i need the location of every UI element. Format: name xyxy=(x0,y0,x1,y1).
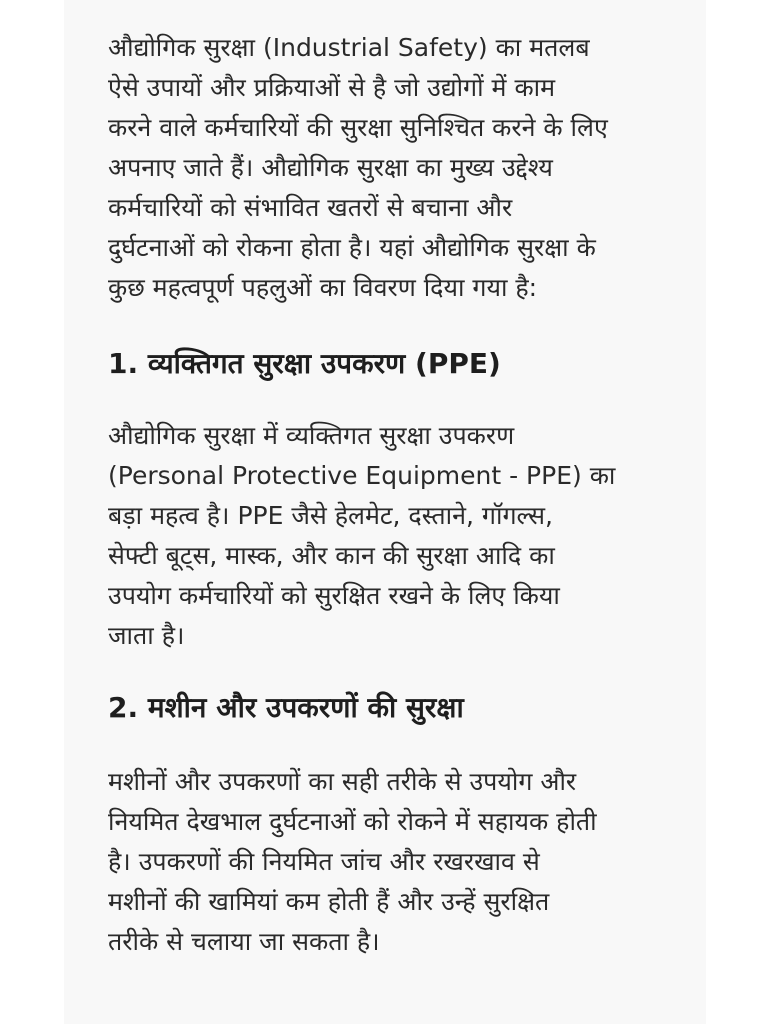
intro-line: अपनाए जाते हैं। औद्योगिक सुरक्षा का मुख्य उद्देश्य xyxy=(108,153,553,182)
ppe-line: औद्योगिक सुरक्षा में व्यक्तिगत सुरक्षा उपकरण xyxy=(108,421,515,450)
intro-line: दुर्घटनाओं को रोकना होता है। यहां औद्योगिक सुरक्षा के xyxy=(108,233,596,262)
machine-safety-line: मशीनों की खामियां कम होती हैं और उन्हें सुरक्षित xyxy=(108,887,550,916)
section-heading-machine-safety: 2. मशीन और उपकरणों की सुरक्षा xyxy=(108,691,464,724)
machine-safety-line: है। उपकरणों की नियमित जांच और रखरखाव से xyxy=(108,847,540,876)
document-page xyxy=(64,0,706,1024)
ppe-line: बड़ा महत्व है। PPE जैसे हेलमेट, दस्ताने, गॉगल्स, xyxy=(108,501,553,530)
intro-line: कुछ महत्वपूर्ण पहलुओं का विवरण दिया गया है: xyxy=(108,273,538,302)
intro-paragraph xyxy=(108,28,668,308)
intro-line: करने वाले कर्मचारियों की सुरक्षा सुनिश्चित करने के लिए xyxy=(108,113,608,142)
ppe-line: सेफ्टी बूट्स, मास्क, और कान की सुरक्षा आदि का xyxy=(108,541,555,570)
intro-line: औद्योगिक सुरक्षा (Industrial Safety) का मतलब xyxy=(108,33,590,62)
intro-line: कर्मचारियों को संभावित खतरों से बचाना और xyxy=(108,193,513,222)
machine-safety-line: मशीनों और उपकरणों का सही तरीके से उपयोग और xyxy=(108,767,577,796)
ppe-line: उपयोग कर्मचारियों को सुरक्षित रखने के लिए किया xyxy=(108,581,560,610)
section-heading-ppe: 1. व्यक्तिगत सुरक्षा उपकरण (PPE) xyxy=(108,347,501,380)
machine-safety-line: तरीके से चलाया जा सकता है। xyxy=(108,927,380,956)
ppe-line: जाता है। xyxy=(108,621,185,650)
machine-safety-line: नियमित देखभाल दुर्घटनाओं को रोकने में सहायक होती xyxy=(108,807,597,836)
intro-line: ऐसे उपायों और प्रक्रियाओं से है जो उद्योगों में काम xyxy=(108,73,556,102)
machine-safety-paragraph xyxy=(108,762,668,962)
ppe-line: (Personal Protective Equipment - PPE) का xyxy=(108,461,616,490)
ppe-paragraph xyxy=(108,416,668,656)
